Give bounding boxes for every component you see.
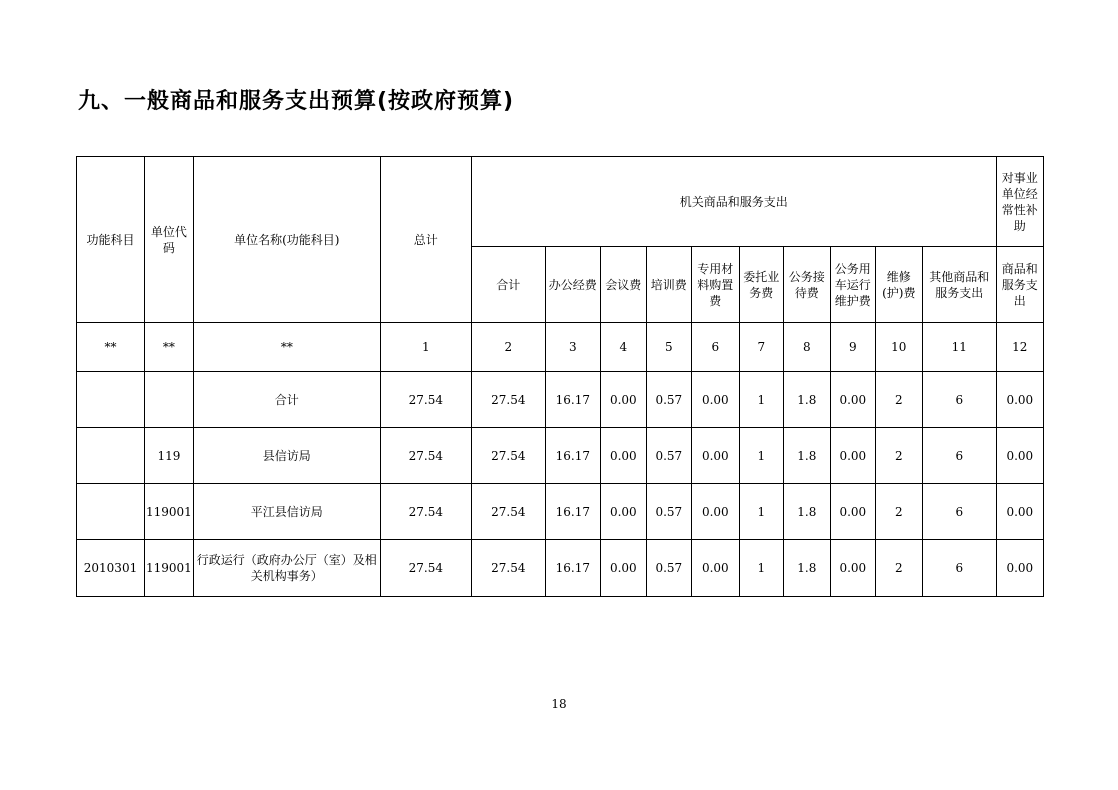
subheader-cell: 公务用车运行维护费: [830, 247, 875, 323]
table-cell: 0.00: [830, 540, 875, 597]
table-cell: 27.54: [471, 372, 545, 428]
table-cell: 合计: [193, 372, 380, 428]
table-cell: 0.00: [996, 428, 1043, 484]
table-cell: 0.00: [830, 428, 875, 484]
table-cell: 0.57: [646, 540, 691, 597]
table-cell: 119001: [145, 484, 194, 540]
table-cell: 1.8: [783, 484, 830, 540]
table-cell: 1: [380, 323, 471, 372]
table-cell: 1: [739, 428, 783, 484]
table-cell: 2: [471, 323, 545, 372]
table-cell: 27.54: [380, 484, 471, 540]
table-cell: 8: [783, 323, 830, 372]
table-cell: 16.17: [545, 484, 600, 540]
table-cell: 行政运行（政府办公厅（室）及相关机构事务）: [193, 540, 380, 597]
table-row: [77, 484, 1044, 540]
header-group-subsidy: 对事业单位经常性补助: [996, 157, 1043, 247]
table-cell: 1.8: [783, 428, 830, 484]
table-cell: 2: [875, 540, 922, 597]
budget-table: [76, 156, 1044, 597]
table-cell: 6: [922, 540, 996, 597]
subheader-cell: 合计: [471, 247, 545, 323]
table-cell: 0.00: [830, 372, 875, 428]
table-cell: 0.00: [600, 428, 646, 484]
table-cell: 1.8: [783, 540, 830, 597]
subheader-cell: 公务接待费: [783, 247, 830, 323]
table-cell: 119: [145, 428, 194, 484]
header-func-subject: 功能科目: [77, 157, 145, 323]
subheader-cell: 办公经费: [545, 247, 600, 323]
table-cell: 27.54: [380, 372, 471, 428]
table-cell: 16.17: [545, 428, 600, 484]
table-cell: 2: [875, 484, 922, 540]
table-cell: 0.00: [691, 428, 739, 484]
table-cell: 0.00: [691, 540, 739, 597]
table-cell: 0.57: [646, 484, 691, 540]
page-number: 18: [551, 697, 567, 711]
table-cell: 0.57: [646, 428, 691, 484]
table-cell: [77, 428, 145, 484]
table-cell: 10: [875, 323, 922, 372]
table-cell: 6: [922, 372, 996, 428]
header-row-1: [77, 157, 1044, 247]
table-cell: **: [193, 323, 380, 372]
table-cell: [77, 372, 145, 428]
subheader-cell: 其他商品和服务支出: [922, 247, 996, 323]
table-cell: 12: [996, 323, 1043, 372]
table-cell: 6: [922, 428, 996, 484]
header-unit-name: 单位名称(功能科目): [193, 157, 380, 323]
table-cell: 4: [600, 323, 646, 372]
table-cell: 0.00: [996, 372, 1043, 428]
subheader-cell: 会议费: [600, 247, 646, 323]
table-cell: 6: [691, 323, 739, 372]
table-cell: 2010301: [77, 540, 145, 597]
table-cell: [77, 484, 145, 540]
table-row: [77, 372, 1044, 428]
table-cell: 3: [545, 323, 600, 372]
table-cell: 0.00: [830, 484, 875, 540]
table-cell: 1: [739, 540, 783, 597]
table-cell: 27.54: [471, 428, 545, 484]
subheader-cell: 委托业务费: [739, 247, 783, 323]
table-cell: 2: [875, 428, 922, 484]
table-row: [77, 540, 1044, 597]
table-cell: 0.00: [691, 372, 739, 428]
table-cell: 11: [922, 323, 996, 372]
table-cell: 16.17: [545, 372, 600, 428]
subheader-cell: 维修(护)费: [875, 247, 922, 323]
table-cell: 1: [739, 484, 783, 540]
table-cell: 5: [646, 323, 691, 372]
table-cell: 119001: [145, 540, 194, 597]
table-cell: 0.00: [600, 540, 646, 597]
table-cell: 0.57: [646, 372, 691, 428]
table-cell: 27.54: [380, 428, 471, 484]
table-cell: 27.54: [471, 540, 545, 597]
header-total: 总计: [380, 157, 471, 323]
header-group-office-goods: 机关商品和服务支出: [471, 157, 996, 247]
subheader-cell: 专用材料购置费: [691, 247, 739, 323]
page-title: 九、一般商品和服务支出预算(按政府预算): [78, 89, 515, 114]
table-cell: [145, 372, 194, 428]
subheader-cell: 商品和服务支出: [996, 247, 1043, 323]
table-cell: 2: [875, 372, 922, 428]
table-cell: 27.54: [380, 540, 471, 597]
table-cell: 1.8: [783, 372, 830, 428]
subheader-cell: 培训费: [646, 247, 691, 323]
table-cell: **: [145, 323, 194, 372]
table-cell: 7: [739, 323, 783, 372]
table-cell: 0.00: [691, 484, 739, 540]
table-cell: 1: [739, 372, 783, 428]
table-cell: 0.00: [600, 372, 646, 428]
table-cell: 0.00: [996, 540, 1043, 597]
table-cell: 县信访局: [193, 428, 380, 484]
table-cell: 0.00: [996, 484, 1043, 540]
index-row: [77, 323, 1044, 372]
table-cell: 6: [922, 484, 996, 540]
table-cell: **: [77, 323, 145, 372]
table-cell: 9: [830, 323, 875, 372]
header-unit-code: 单位代码: [145, 157, 194, 323]
table-cell: 平江县信访局: [193, 484, 380, 540]
table-cell: 27.54: [471, 484, 545, 540]
table-cell: 16.17: [545, 540, 600, 597]
table-cell: 0.00: [600, 484, 646, 540]
table-row: [77, 428, 1044, 484]
